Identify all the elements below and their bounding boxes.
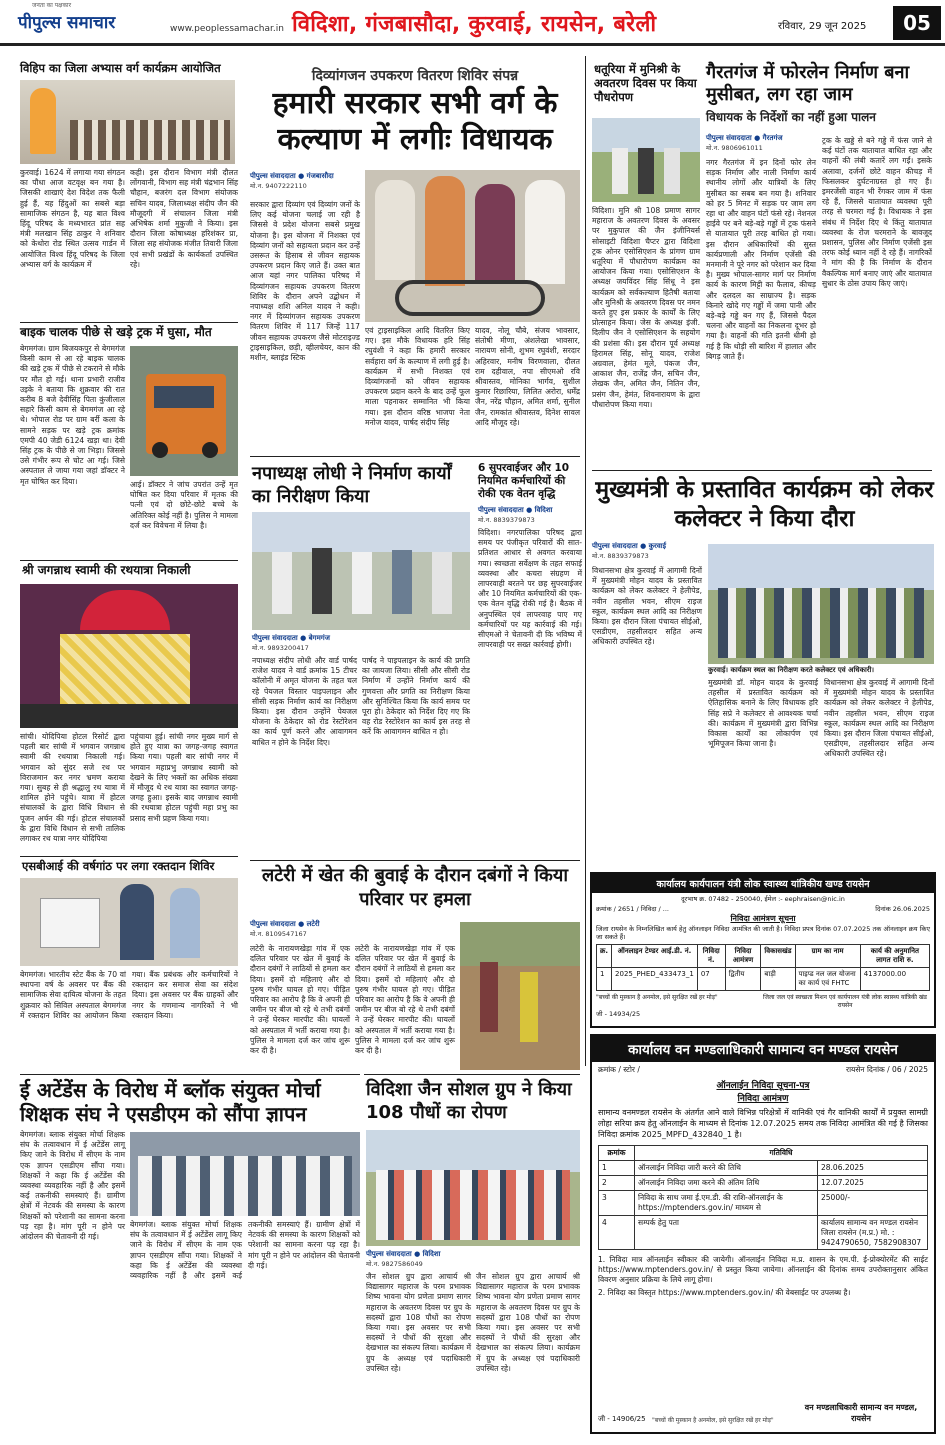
article-rathyatra-body-2: पहुंचाया हुई। सांची नगर मुख्य मार्ग से होते हुए यात्रा का जगह-जगह स्वागत किया गया। पहली बार सांची नगर में भगवान महाप्रभु जगन्नाथ स्वामी को देखने के लिए भक्तों का अधिक संख्या में मौजूद थे रथ यात्रा का स्वागत जगह-जगह हुआ। इसके बाद जगन्नाथ स्वामी की रथयात्रा होटल पहुंची महा प्रभु का प्रसाद सभी प्रहण किया गया। bbox=[130, 732, 238, 823]
tender-phed-raisen bbox=[590, 872, 936, 1028]
article-dhaturia-body: विदिशा। मुनि श्री 108 प्रमाण सागर महाराज के अवतरण दिवस के अवसर पर मुकुपाल की जैन इंजीनियर्स सोसाइटी विदिशा चैप्टर द्वारा विदिशा ट्रक ओनर एसोसिएशन के प्रांगण ग्राम धतूरिया में पौधारोपण कार्यक्रम का आयोजन किया गया। एसोसिएशन के अध्यक्ष जयविंदर सिंह सिंधू ने इस कार्यक्रम को सर्वकल्याण हितैषी बताया और मुनिश्री के अवतरण दिवस पर नमन करते हुए इस प्रकार के कार्यों के लिए प्रोत्साहन किया। जेस के अध्यक्ष इंजी. दिलीप जैन ने एसोसिएशन के सहयोग की प्रशंसा की। इस दौरान पूर्व अध्यक्ष हिरामल सिंह, सोनू यादव, राजेश अग्रवाल, हेमंत मूले, पंकज जैन, आकाश जैन, राजेंद्र जैन, सचिन जैन, लेखक जैन, अमित जैन, नितिन जैन, प्रसंग जैन, हेमंत, शिवनारायण के द्वारा पौधारोपण किया गया। bbox=[592, 206, 700, 409]
article-lodhi-body-2: पार्षद ने पाइपलाइन के कार्य की प्रगति का जायजा लिया। सीसी और सीसी रोड निर्माण में उन्होंने निर्माण कार्य की गुणवत्ता और प्रगति का निरीक्षण किया और सुनिश्चित किया कि कार्य समय पर पूरा हो। ठेकेदार को निर्देश दिए गए कि वह रोड रेस्टोरेशन का कार्य इस तरह से करें कि आवागमन बाधित न हो। bbox=[362, 656, 470, 737]
tender-phed-signature: जिला जल एवं स्वच्छता मिशन एवं कार्यपालन यंत्री लोक स्वास्थ्य यांत्रिकी खंड रायसेन bbox=[762, 994, 928, 1009]
tender-forest-raisen bbox=[590, 1034, 936, 1434]
article-vhp-body-2: कही। इस दौरान विभाग मंत्री दौलत लोंगवानी, विभाग सह मंत्री चंद्रभान सिंह चौहान, बजरंग दल विभाग संयोजक सचिन यादव, जिलाध्यक्ष संदीप जैन की मौजूदगी में संचालन जिला मंत्री अभिषेक शर्मा मुकुजी ने किया। इस दौरान जिला कोषाध्यक्ष हरिशंकर प्रा, जिला सह संयोजक मंजीत तिवारी जिला एवं सभी प्रखंडों के कार्यकर्ता उपस्थित रहे। bbox=[130, 168, 238, 269]
photo-teachers-memorandum bbox=[130, 1132, 360, 1216]
article-lodhi-body-1: नपाध्यक्ष संदीप लोधी और वार्ड पार्षद राजेश यादव ने वार्ड क्रमांक 15 टीचर कॉलोनी में अमृत योजना के तहत चल रहे पेयजल विस्तार पाइपलाइन और सीसी सड़क निर्माण कार्य का निरीक्षण किया। इस दौरान उन्होंने पेयजल योजना के ठेकेदार को रोड रेस्टोरेशन का कार्य पूर्ण करने और आवागमन बाधित न होने के निर्देश दिए। bbox=[252, 656, 357, 747]
page-number: 05 bbox=[893, 6, 941, 40]
photo-collector-visit bbox=[708, 544, 934, 664]
headline-gairatganj-fourlane: गैरतगंज में फोरलेन निर्माण बना मुसीबत, लग रहा जाम bbox=[706, 62, 910, 105]
tender-forest-title: कार्यालय वन मण्डलाधिकारी सामान्य वन मण्डल रायसेन bbox=[592, 1036, 934, 1062]
photo-blood-donation bbox=[20, 878, 238, 966]
table-row: 1 2025_PHED_433473_1 07 द्वितीय बाड़ी पाइप्ड नल जल योजना का कार्य एवं FHTC 4137000.00 bbox=[597, 968, 930, 991]
headline-rathyatra: श्री जगन्नाथ स्वामी की रथयात्रा निकाली bbox=[22, 563, 191, 577]
byline-begamganj: पीपुल्स संवाददाता ● बेगमगंज मो.न. 9893200417 bbox=[252, 634, 330, 652]
subheadline-gairatganj: विधायक के निर्देशों का नहीं हुआ पालन bbox=[706, 110, 876, 124]
tender-phed-date: दिनांक 26.06.2025 bbox=[875, 905, 930, 913]
tender-forest-schedule-table: क्रमांक गतिविधि 1 ऑनलाईन निविदा जारी करने की तिथि 28.06.2025 2 ऑनलाईन निविदा जमा करने की अंतिम तिथि 12.07.2025 3 निविदा के साथ जमा ई.एम.डी. की राशि-ऑनलाईन के https://mptenders.gov.in/ माध्यम से 25000/- 4 सम्पर्क हेतु पता कार्यालय सामान्य वन मण्डल रायसेन जिला रायसेन (म.प्र.) मो. : 9424790650, 7582908307 bbox=[598, 1145, 928, 1250]
headline-jain-108-plants: विदिशा जैन सोशल ग्रुप ने किया 108 पौधों का रोपण bbox=[366, 1079, 572, 1123]
tender-forest-notice: सामान्य वनमण्डल रायसेन के अंतर्गत आने वाले विभिन्न परिक्षेत्रों में वानिकी एवं गैर वानिकी कार्यों में प्रयुक्त सामग्री लोहा सरिया क्रय हेतु ऑनलाईन के माध्यम से दिनांक 12.07.2025 समय तक निविदा आमंत्रित की गई है जिसका निविदा क्रमांक 2025_MPFD_432840_1 है। bbox=[598, 1108, 928, 1139]
article-mla-body-3: यादव, नोलू चौबे, संजय भावसार, संतोषी मीणा, अंशलेखा भावसार, नारायण सोनी, शुभम रघुवंशी, सरदार अहिरवार, मनीष विरणवाला, दौलत राम दहीवाल, नपा सीएमओ रवि श्रीवास्तव, मोनिका भार्गव, सुशील कुमार रिछारिया, लिलित अरोरा, धर्मेंद्र जैन, नरेंद्र चौहान, अमित शर्मा, सुनील जैन, रामकांत श्रीवास्तव, दिनेश सावल आदि मौजूद रहे। bbox=[475, 326, 580, 427]
article-e-attendance-body-2: बेगमगंज। ब्लाक संयुक्त मोर्चा शिक्षक संघ के तत्वावधान में ई अटेंडेंस लागू किए जाने के विरोध में सीएम के नाम एक ज्ञापन एसडीएम सौंपा गया। शिक्षकों ने कहा कि ई अटेंडेंस की व्यवस्था व्यवहारिक नहीं है और इसमें कई तकनीकी समस्याएं हैं। ग्रामीण क्षेत्रों में नेटवर्क की समस्या के कारण शिक्षकों को परेशानी का सामना करना पड़ रहा है। मांग पूरी न होने पर आंदोलन की चेतावनी दी गई। bbox=[130, 1220, 360, 1281]
byline-lateri: पीपुल्स संवाददाता ● लटेरी मो.न. 8109547167 bbox=[250, 920, 320, 938]
article-cm-body-2: मुख्यमंत्री डॉ. मोहन यादव के कुरवाई तहसील में प्रस्तावित कार्यक्रम को ऐतिहासिक बनाने के लिए विधायक हरि सिंह सप्रे ने कलेक्टर से आवश्यक चर्चा की। कार्यक्रम में मुख्यमंत्री द्वारा विभिन्न विकास कार्यों का लोकार्पण एवं भूमिपूजन किया जाना है। bbox=[708, 678, 818, 749]
article-lateri-body-1: लटेरी के नारायणखेड़ा गांव में एक दलित परिवार पर खेत में बुवाई के दौरान दबंगों ने लाठियों से हमला कर दिया। इसमें दो महिलाएं और दो पुरुष गंभीर घायल हो गए। पीड़ित परिवार का आरोप है कि वे अपनी ही जमीन पर बीज बो रहे थे तभी दबंगों ने उन्हें घेरकर मारपीट की। घायलों को अस्पताल में भर्ती कराया गया है। पुलिस ने मामला दर्ज कर जांच शुरू कर दी है। bbox=[250, 944, 350, 1056]
newspaper-logo: जनता का पक्षकार पीपुल्स समाचार bbox=[18, 2, 116, 33]
tender-phed-subhead: निविदा आमंत्रण सूचना bbox=[730, 914, 796, 923]
headline-vhp: विहिप का जिला अभ्यास वर्ग कार्यक्रम आयोजित bbox=[20, 61, 221, 75]
article-lateri-body-2: लटेरी के नारायणखेड़ा गांव में एक दलित परिवार पर खेत में बुवाई के दौरान दबंगों ने लाठियों से हमला कर दिया। इसमें दो महिलाएं और दो पुरुष गंभीर घायल हो गए। पीड़ित परिवार का आरोप है कि वे अपनी ही जमीन पर बीज बो रहे थे तभी दबंगों ने उन्हें घेरकर मारपीट की। घायलों को अस्पताल में भर्ती कराया गया है। पुलिस ने मामला दर्ज कर जांच शुरू कर दी है। bbox=[355, 944, 455, 1056]
headline-lodhi-inspection: नपाध्यक्ष लोधी ने निर्माण कार्यों का निरीक्षण किया bbox=[252, 463, 452, 507]
byline-vidisha-2: पीपुल्स संवाददाता ● विदिशा मो.न. 9827586049 bbox=[366, 1250, 441, 1268]
photo-equipment-distribution bbox=[365, 170, 580, 322]
headline-salary-increment: 6 सुपरवाईजर और 10 नियमित कर्मचारियों की रोकी एक वेतन वृद्धि bbox=[478, 462, 570, 500]
kicker-divyang: दिव्यांगजन उपकरण वितरण शिविर संपन्न bbox=[311, 68, 519, 84]
tender-forest-subhead: ऑनलाईन निविदा सूचना-पत्र bbox=[716, 1081, 810, 1091]
photo-truck bbox=[130, 346, 238, 476]
headline-e-attendance: ई अटेंडेंस के विरोध में ब्लॉक संयुक्त मोर्चा शिक्षक संघ ने एसडीएम को सौंपा ज्ञापन bbox=[20, 1078, 321, 1126]
headline-bike-accident: बाइक चालक पीछे से खड़े ट्रक में घुसा, मौत bbox=[20, 325, 212, 339]
table-row: 1 ऑनलाईन निविदा जारी करने की तिथि 28.06.2025 bbox=[599, 1161, 928, 1176]
byline-gairatganj: पीपुल्स संवाददाता ● गैरतगंज मो.न. 9806961011 bbox=[706, 134, 783, 152]
byline-kurwai: पीपुल्स संवाददाता ● कुरवाई मो.न. 8839379873 bbox=[592, 542, 667, 560]
headline-sbi-blood: एसबीआई की वर्षगांठ पर लगा रक्तदान शिविर bbox=[22, 859, 215, 873]
byline-vidisha-1: पीपुल्स संवाददाता ● विदिशा मो.न. 8839379873 bbox=[478, 506, 553, 524]
tender-forest-slogan: "बच्चों की मुस्कान है अनमोल, इसे सुरक्षित रखें हर मोड़" bbox=[652, 1417, 774, 1424]
article-mla-body-1: सरकार द्वारा दिव्यांग एवं दिव्यांग जनों के लिए कई योजना चलाई जा रही है जिससे वे प्रदेश योजना सबसे प्रमुख योजना है। इस योजना में निशक्त एवं दिव्यांग जनों को सहायता प्रदान कर उन्हें उसरूत के हिसाब से जीवन सहायक उपकरण प्रदान किए जाते हैं। उक्त बात आज यहां नगर पालिका परिषद में दिव्यांगजन सहायक उपकरण वितरण शिविर के दौरान अपने उद्बोधन में नपाध्यक्ष शशि अनिल यादव ने कही। नगर में दिव्यांगजन सहायक उपकरण वितरण शिविर में 117 जिन्हें 117 जीवन सहायक उपकरण जैसे मोटराइज्ड ट्राइसाइकिल, छड़ी, व्हीलचेयर, कान की मशीन, ब्लाइंड स्टिक bbox=[250, 200, 360, 363]
article-mla-body-2: एवं ट्राइसाइकिल आदि वितरित किए गए। इस मौके विधायक हरि सिंह रघुवंशी ने कहा कि हमारी सरकार सर्वहारा वर्ग के कल्याण में लगी हुई है। कार्यक्रम में सभी निशक्त एवं दिव्यांगजनों को जीवन सहायक उपकरण प्रदान करने के बाद उन्हें फूल माला पहनाकर सम्मानित भी किया गया। इस दौरान वरिष्ठ भाजपा नेता मनोज यादव, पार्षद संदीप सिंह bbox=[365, 326, 470, 427]
table-row: 3 निविदा के साथ जमा ई.एम.डी. की राशि-ऑनलाईन के https://mptenders.gov.in/ माध्यम से 25000/- bbox=[599, 1191, 928, 1216]
article-gairatganj-body-1: नगर गैरतगंज में इन दिनों फोर लेन सड़क निर्माण और नाली निर्माण कार्य स्थानीय लोगों और यात्रियों के लिए मुसीबत का सबब बन गया है। शनिवार को हर 5 मिनट में सड़क पर जाम लग रहा था और वाहन घंटों फंसे रहे। नेशनल हाईवे पर बने बड़े-बड़े गड्ढों में ट्रक फंसने से यातायात पूरी तरह बाधित हो गया। इस दौरान अधिकारियों की सुस्त कार्यप्रणाली और निर्माण एजेंसी की मनमानी ने पूरे नगर को परेशान कर दिया है। मुख्य भोपाल-सागर मार्ग पर निर्माण कार्य के कारण मिट्टी का फैलाव, कीचड़ और दलदल का साम्राज्य है। सड़क किनारे खोदे गए गड्ढों में जमा पानी और बड़े-बड़े गड्ढे बन गए हैं, जिससे पैदल चलना और वाहनों का निकलना दूभर हो गया है। वाहनों की गति इतनी धीमी हो गई है कि थोड़ी सी बारिश में हालात और बिगड़ जाते हैं। bbox=[706, 158, 816, 361]
byline-ganjbasoda: पीपुल्स संवाददाता ● गंजबासौदा मो.न. 9407222110 bbox=[250, 172, 334, 190]
tender-forest-note-1: 1. निविदा मात्र ऑनलाईन स्वीकार की जायेगी। ऑनलाईन निविदा म.प्र. शासन के एम.पी. ई-प्रोक्योरमेंट की साईट https://www.mptenders.gov.in/ से प्रस्तुत किया जायेगा। ऑनलाईन की दिनांक समय उपरोक्तानुसार अंकित विवरण अनुसार प्रक्रिया के लिये लागू होगा। bbox=[598, 1255, 928, 1284]
table-row: 2 ऑनलाईन निविदा जमा करने की अंतिम तिथि 12.07.2025 bbox=[599, 1176, 928, 1191]
tender-phed-title: कार्यालय कार्यपालन यंत्री लोक स्वास्थ्य यांत्रिकीय खण्ड रायसेन bbox=[592, 874, 934, 893]
article-rathyatra-body-1: सांची। योदिपिया होटल रिसोर्ट द्वारा पहली बार सांची में भगवान जगन्नाथ स्वामी की रथयात्रा निकाली गई। भगवान को सुंदर सजे रथ पर विराजमान कर नगर भ्रमण कराया गया। सुबह से ही श्रद्धालु रथ यात्रा में शामिल होने पहुंचे। यात्रा में होटल संचालकों के द्वारा विधि विधान से पूजन अर्चन की गई। होटल संचालकों के द्वारा विधि विधान से सभी तालिक लगाकर रथ यात्रा नगर योदिपिया bbox=[20, 732, 125, 844]
photo-dhaturia-plantation bbox=[592, 118, 700, 202]
article-cm-body-1: विधानसभा क्षेत्र कुरवाई में आगामी दिनों में मुख्यमंत्री मोहन यादव के प्रस्तावित कार्यक्रम को लेकर कलेक्टर ने हेलीपेड, नवीन तहसील भवन, सीएम राइज स्कूल, कार्यक्रम स्थल आदि का निरीक्षण किया। इस दौरान जिला पंचायत सीईओ, एसडीएम, तहसीलदार सहित अन्य अधिकारी उपस्थित रहे। bbox=[592, 566, 702, 647]
tender-phed-slogan: "बच्चों की मुस्कान है अनमोल, इसे सुरक्षित रखें हर मोड़" bbox=[596, 994, 718, 1001]
issue-date: रविवार, 29 जून 2025 bbox=[778, 21, 867, 32]
tender-phed-contact: दूरभाष क्र. 07482 - 250040, ईमेल :- eephraisen@nic.in bbox=[681, 895, 845, 903]
masthead bbox=[0, 0, 945, 46]
article-e-attendance-body: बेगमगंज। ब्लाक संयुक्त मोर्चा शिक्षक संघ के तत्वावधान में ई अटेंडेंस लागू किए जाने के विरोध में सीएम के नाम एक ज्ञापन एसडीएम सौंपा गया। शिक्षकों ने कहा कि ई अटेंडेंस की व्यवस्था व्यवहारिक नहीं है और इसमें कई तकनीकी समस्याएं हैं। ग्रामीण क्षेत्रों में नेटवर्क की समस्या के कारण शिक्षकों को परेशानी का सामना करना पड़ रहा है। मांग पूरी न होने पर आंदोलन की चेतावनी दी गई। bbox=[20, 1130, 125, 1242]
tender-phed-ref: क्रमांक / 2651 / निविदा / ... bbox=[596, 905, 669, 913]
tender-forest-date: रायसेन दिनांक / 06 / 2025 bbox=[846, 1065, 928, 1074]
headline-cm-program-collector: मुख्यमंत्री के प्रस्तावित कार्यक्रम को लेकर कलेक्टर ने किया दौरा bbox=[595, 477, 934, 532]
photo-jain-plantation bbox=[366, 1130, 580, 1246]
page-cities-title: विदिशा, गंजबासौदा, कुरवाई, रायसेन, बरेली bbox=[292, 12, 657, 37]
headline-dhaturia-plantation: धतूरिया में मुनिश्री के अवतरण दिवस पर किया पौधरोपण bbox=[594, 62, 697, 104]
tender-forest-ref2: जी - 14906/25 bbox=[598, 1415, 646, 1423]
photo-vhp-meeting bbox=[20, 80, 235, 164]
tender-forest-subhead2: निविदा आमंत्रण bbox=[737, 1094, 789, 1104]
tender-forest-signature: वन मण्डलाधिकारी सामान्य वन मण्डल, रायसेन bbox=[804, 1403, 918, 1423]
photo-lodhi-inspection bbox=[252, 512, 470, 630]
headline-mla-welfare: हमारी सरकार सभी वर्ग के कल्याण में लगीः विधायक bbox=[272, 86, 558, 157]
photo-rathyatra bbox=[20, 584, 238, 728]
tender-phed-notice: जिला रायसेन के निम्नलिखित कार्य हेतु ऑनलाइन निविदा आमंत्रित की जाती है। निविदा प्रपत्र दिनांक 07.07.2025 तक ऑनलाइन क्रय किए जा सकते हैं। bbox=[596, 925, 930, 941]
tender-phed-ref2: जी - 14934/25 bbox=[596, 1010, 641, 1018]
photo-caption-collector: कुरवाई। कार्यक्रम स्थल का निरीक्षण करते कलेक्टर एवं अधिकारी। bbox=[708, 666, 875, 674]
article-gairatganj-body-2: ट्रक के खड्डे से बने गड्ढे में फंस जाने से कई घंटों तक यातायात बाधित रहा और वाहनों की लंबी कतारें लग गईं। इसके अलावा, दर्जनों छोटे वाहन कीचड़ में फिसलकर दुर्घटनाग्रस्त हो गए हैं। इमरजेंसी वाहन भी रेंगकर जाम में फंस रहे हैं, जिससे यातायात व्यवस्था पूरी तरह से चरमरा गई है। विधायक ने इस संबंध में निर्देश दिए थे किंतु यातायात व्यवस्था के रोज चरमराने के बावजूद प्रशासन, पुलिस और निर्माण एजेंसी इस तरफ कोई ध्यान नहीं दे रहे हैं। नागरिकों ने मांग की है कि निर्माण के दौरान वैकल्पिक मार्ग बनाए जाएं और यातायात सुधार के ठोस उपाय किए जाएं। bbox=[822, 136, 932, 288]
website-url[interactable]: www.peoplessamachar.in bbox=[170, 24, 284, 34]
tender-phed-table: क्र. ऑनलाइन टेण्डर आई.डी. नं. निविदा नं. निविदा आमंत्रण विकासखंड ग्राम का नाम कार्य की अनुमानित लागत राशि रु. 1 2025_PHED_433473_1 07 द्वितीय बाड़ी पाइप्ड नल जल योजना का कार्य एवं FHTC 4137000.00 bbox=[596, 944, 930, 991]
headline-lateri-attack: लटेरी में खेत की बुवाई के दौरान दबंगों ने किया परिवार पर हमला bbox=[262, 865, 568, 910]
tender-forest-note-2: 2. निविदा का विस्तृत https://www.mptenders.gov.in/ की वेबसाईट पर उपलब्ध है। bbox=[598, 1288, 851, 1297]
article-jain-body-2: जैन सोशल ग्रुप द्वारा आचार्य श्री विद्यासागर महाराज के परम प्रभावक शिष्य भावना योग प्रणेता प्रमाण सागर महाराज के अवतरण दिवस पर ग्रुप के सदस्यों द्वारा 108 पौधों का रोपण किया गया। इस अवसर पर सभी सदस्यों ने पौधों की सुरक्षा और देखभाल का संकल्प लिया। कार्यक्रम में ग्रुप के अध्यक्ष एवं पदाधिकारी उपस्थित रहे। bbox=[476, 1272, 580, 1373]
article-vhp-body-1: कुरवाई। 1624 में लगाया गया संगठन का पौधा आज वटवृक्ष बन गया है। जिसकी शाखाएं देश विदेश तक फैली हुई हैं, यह हिंदुओं का सबसे बड़ा सामाजिक संगठन है, यह बात विश्व हिंदू परिषद के मध्यभारत प्रांत सह मंत्री मलखान सिंह ठाकुर ने शनिवार को केथोरा रोड स्थित उत्सव गार्डन में आयोजित विश्व हिंदू परिषद के जिला अभ्यास वर्ग के कार्यक्रम में bbox=[20, 168, 125, 269]
article-bike-continued: आई। डॉक्टर ने जांच उपरांत उन्हें मृत घोषित कर दिया परिवार में मृतक की पत्नी एवं दो छोटे-छोटे बच्चे के अतिरिक्त कोई नहीं है। पुलिस ने मामला दर्ज कर विवेचना में लिया है। bbox=[130, 480, 238, 530]
article-jain-body-1: जैन सोशल ग्रुप द्वारा आचार्य श्री विद्यासागर महाराज के परम प्रभावक शिष्य भावना योग प्रणेता प्रमाण सागर महाराज के अवतरण दिवस पर ग्रुप के सदस्यों द्वारा 108 पौधों का रोपण किया गया। इस अवसर पर सभी सदस्यों ने पौधों की सुरक्षा और देखभाल का संकल्प लिया। कार्यक्रम में ग्रुप के अध्यक्ष एवं पदाधिकारी उपस्थित रहे। bbox=[366, 1272, 471, 1373]
article-bike-body: बेगमगंज। ग्राम बिजयकपुर से बेगमगंज किसी काम से आ रहे बाइक चालक की खड़े ट्रक में पीछे से टकराने से मौके पर मौत हो गई। थाना प्रभारी राजीव उइके ने बताया कि शुक्रवार की रात करीब 8 बजे देवीसिंह पिता कुंजीलाल सहारे किसी काम से बेगमगंज आ रहे थे। भोपाल रोड पर ग्राम बर्री कला के सामने सड़क पर खड़े ट्रक क्रमांक एमपी 40 जेडी 6124 खड़ा था। देवी सिंह ट्रक के पीछे से जा भिड़ा। जिससे उसे गंभीर रूप से चोट आ गई। जिसे अस्पताल ले जाया गया जहां डॉक्टर ने मृत घोषित कर दिया। bbox=[20, 344, 125, 486]
tender-forest-ref: क्रमांक / स्टोर / bbox=[598, 1065, 640, 1074]
article-sbi-body: बेगमगंज। भारतीय स्टेट बैंक के 70 वां स्थापना वर्ष के अवसर पर बैंक की सामाजिक सेवा दायित्व योजना के तहत शुक्रवार को सिविल अस्पताल बेगमगंज में रक्तदान शिविर का आयोजन किया गया। बैंक प्रबंधक और कर्मचारियों ने रक्तदान कर समाज सेवा का संदेश दिया। इस अवसर पर बैंक ग्राहकों और नगर के गणमान्य नागरिकों ने भी रक्तदान किया। bbox=[20, 970, 238, 1020]
article-cm-body-3: विधानसभा क्षेत्र कुरवाई में आगामी दिनों में मुख्यमंत्री मोहन यादव के प्रस्तावित कार्यक्रम को लेकर कलेक्टर ने हेलीपेड, नवीन तहसील भवन, सीएम राइज स्कूल, कार्यक्रम स्थल आदि का निरीक्षण किया। इस दौरान जिला पंचायत सीईओ, एसडीएम, तहसीलदार सहित अन्य अधिकारी उपस्थित रहे। bbox=[824, 678, 934, 759]
table-row: 4 सम्पर्क हेतु पता कार्यालय सामान्य वन मण्डल रायसेन जिला रायसेन (म.प्र.) मो. : 9424790650, 7582908307 bbox=[599, 1216, 928, 1250]
article-salary-body: विदिशा। नगरपालिका परिषद द्वारा समय पर पंजीकृत परिवारों की सात-प्रतिशत आधार से अवगत करवाया गया। स्वच्छता सर्वेक्षण के तहत सफाई व्यवस्था और कचरा संग्रहण में लापरवाही बरतने पर छह सुपरवाईजर और 10 नियमित कर्मचारियों की एक-एक वेतन वृद्धि रोकी गई है। बैठक में अनुपस्थित एवं लापरवाह पाए गए कर्मचारियों पर यह कार्रवाई की गई। सीएमओ ने चेतावनी दी कि भविष्य में लापरवाही पर सख्त कार्रवाई होगी। bbox=[478, 528, 582, 650]
photo-lateri-field bbox=[460, 922, 580, 1070]
